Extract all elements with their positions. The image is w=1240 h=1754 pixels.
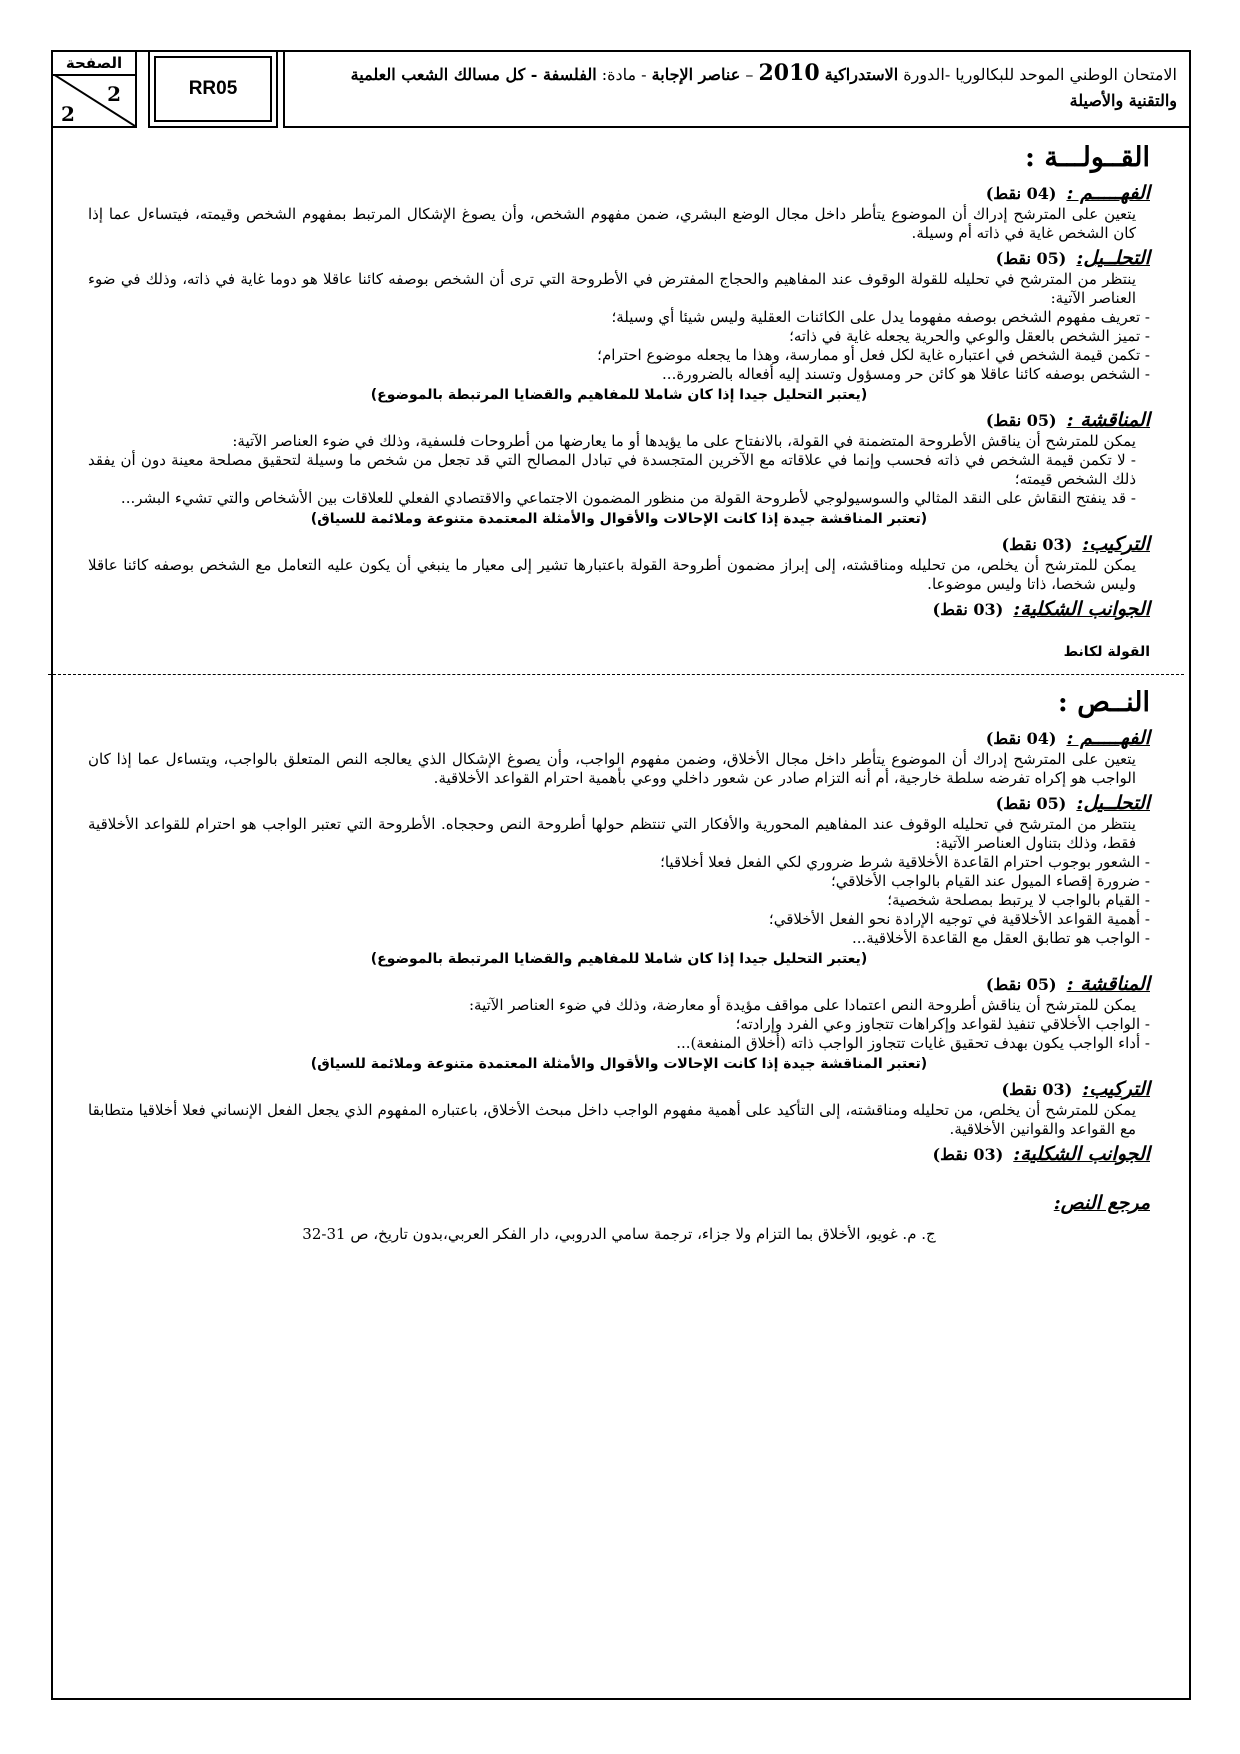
title-year: 2010	[758, 60, 820, 86]
title-elements: عناصر الإجابة	[651, 65, 741, 84]
list-item: - القيام بالواجب لا يرتبط بمصلحة شخصية؛	[887, 891, 1150, 909]
section-divider	[48, 674, 1184, 675]
text-jawanib-name: الجوانب الشكلية:	[1013, 1143, 1150, 1165]
quote-fahm-text: يتعين على المترشح إدراك أن الموضوع يتأطر داخل مجال الوضع البشري، ضمن مفهوم الشخص، وأن يصوغ الإشكال المرتبط بمفهوم الشخص وقيمته، فيتساءل عما إذا كان الشخص غاية في ذاته أم وسيلة.	[88, 205, 1136, 242]
text-fahm-points: (04 نقط)	[985, 729, 1057, 748]
text-fahm-heading	[88, 727, 1150, 750]
title-subject: الفلسفة	[542, 65, 597, 84]
text-fahm-text: يتعين على المترشح إدراك أن الموضوع يتأطر داخل مجال الأخلاق، وضمن مفهوم الواجب، وأن يصوغ الإشكال الذي يعالجه النص المتعلق بالواجب، ويتساءل عما إذا كان الواجب هو إكراه تفرضه سلطة خارجية، أم أنه التزام صادر عن شعور داخلي ووعي بأهمية احترام القواعد الأخلاقية.	[88, 750, 1136, 787]
quote-munaqasha-heading	[88, 409, 1150, 432]
title-part4: - كل مسالك الشعب العلمية والتقنية والأصيلة	[350, 65, 1177, 110]
list-item: - قد ينفتح النقاش على النقد المثالي والسوسيولوجي لأطروحة القولة من منظور المضمون الاجتماعي والاقتصادي الفعلي للعلاقات بين الأشخاص والتي تشيء البشر...	[120, 489, 1136, 507]
quote-munaqasha-name: المناقشة :	[1066, 409, 1150, 431]
list-item: - تكمن قيمة الشخص في اعتباره غاية لكل فعل أو ممارسة، وهذا ما يجعله موضوع احترام؛	[597, 346, 1150, 364]
text-jawanib-points: (03 نقط)	[932, 1145, 1004, 1164]
exam-code: RR05	[148, 50, 278, 128]
quote-munaqasha-text: يمكن للمترشح أن يناقش الأطروحة المتضمنة في القولة، بالانفتاح على ما يؤيدها أو ما يعارضها من أطروحات فلسفية، وذلك في ضوء العناصر الآتية:	[232, 432, 1136, 450]
page-current: 2	[107, 82, 121, 106]
text-jawanib-heading	[88, 1143, 1150, 1166]
text-tarkib-points: (03 نقط)	[1001, 1080, 1073, 1099]
text-tahlil-heading	[88, 792, 1150, 815]
list-item: - أهمية القواعد الأخلاقية في توجيه الإرادة نحو الفعل الأخلاقي؛	[768, 910, 1150, 928]
text-munaqasha-text: يمكن للمترشح أن يناقش أطروحة النص اعتمادا على مواقف مؤيدة أو معارضة، وذلك في ضوء العناصر الآتية:	[469, 996, 1136, 1014]
quote-munaqasha-points: (05 نقط)	[985, 411, 1057, 430]
title-part1: الامتحان الوطني الموحد للبكالوريا -الدورة	[898, 65, 1177, 84]
quote-tahlil-heading	[88, 247, 1150, 270]
list-item: - لا تكمن قيمة الشخص في ذاته فحسب وإنما في علاقاته مع الآخرين المتجسدة في تبادل المصالح التي قد تجعل من شخص ما وسيلة لتحقيق مصلحة معينة دون أن يفقد ذلك الشخص قيمته؛	[88, 451, 1136, 488]
text-tahlil-name: التحلــيل:	[1076, 792, 1150, 814]
text-tahlil-note: (يعتبر التحليل جيدا إذا كان شاملا للمفاهيم والقضايا المرتبطة بالموضوع)	[370, 951, 868, 967]
list-item: - الواجب هو تطابق العقل مع القاعدة الأخلاقية...	[851, 929, 1150, 947]
list-item: - أداء الواجب يكون بهدف تحقيق غايات تتجاوز الواجب ذاته (أخلاق المنفعة)...	[676, 1034, 1150, 1052]
answer-content	[88, 140, 1150, 1244]
quote-fahm-points: (04 نقط)	[985, 184, 1057, 203]
quote-tahlil-points: (05 نقط)	[995, 249, 1067, 268]
text-reference: ج. م. غويو، الأخلاق بما التزام ولا جزاء، ترجمة سامي الدروبي، دار الفكر العربي،بدون تاريخ، ص 31-32	[302, 1225, 936, 1243]
quote-fahm-heading	[88, 182, 1150, 205]
list-item: - تعريف مفهوم الشخص بوصفه مفهوما يدل على الكائنات العقلية وليس شيئا أي وسيلة؛	[611, 308, 1150, 326]
text-tarkib-text: يمكن للمترشح أن يخلص، من تحليله ومناقشته، إلى التأكيد على أهمية مفهوم الواجب داخل مبحث الأخلاق، باعتباره المفهوم الذي يجعل الفعل الإنساني فعلا أخلاقيا متطابقا مع القواعد والقوانين الأخلاقية.	[88, 1101, 1136, 1138]
page-label: الصفحة	[53, 54, 135, 76]
quote-tarkib-heading	[88, 533, 1150, 556]
quote-tarkib-points: (03 نقط)	[1001, 535, 1073, 554]
list-item: - الواجب الأخلاقي تنفيذ لقواعد وإكراهات تتجاوز وعي الفرد وإرادته؛	[735, 1015, 1150, 1033]
page-header	[51, 50, 1191, 128]
quote-jawanib-points: (03 نقط)	[932, 600, 1004, 619]
text-tarkib-name: التركيب:	[1082, 1078, 1150, 1100]
quote-fahm-name: الفهـــــم :	[1066, 182, 1150, 204]
list-item: - الشخص بوصفه كائنا عاقلا هو كائن حر ومسؤول وتسند إليه أفعاله بالضرورة...	[662, 365, 1150, 383]
text-tarkib-heading	[88, 1078, 1150, 1101]
text-munaqasha-heading	[88, 973, 1150, 996]
exam-title	[283, 50, 1191, 128]
quote-attribution: القولة لكانط	[1063, 644, 1150, 660]
quote-jawanib-name: الجوانب الشكلية:	[1013, 598, 1150, 620]
text-reference-label: مرجع النص:	[1053, 1192, 1150, 1214]
quote-munaqasha-note: (تعتبر المناقشة جيدة إذا كانت الإحالات والأقوال والأمثلة المعتمدة متنوعة وملائمة للسياق)	[310, 511, 928, 527]
text-reference-heading	[88, 1192, 1150, 1215]
page-total: 2	[61, 102, 75, 126]
quote-tahlil-name: التحلــيل:	[1076, 247, 1150, 269]
title-part2: –	[740, 65, 759, 84]
quote-jawanib-heading	[88, 598, 1150, 621]
list-item: - تميز الشخص بالعقل والوعي والحرية يجعله غاية في ذاته؛	[789, 327, 1150, 345]
list-item: - ضرورة إقصاء الميول عند القيام بالواجب الأخلاقي؛	[830, 872, 1150, 890]
quote-tarkib-name: التركيب:	[1082, 533, 1150, 555]
quote-title: القــولـــة :	[1025, 142, 1150, 173]
text-munaqasha-name: المناقشة :	[1066, 973, 1150, 995]
quote-tahlil-note: (يعتبر التحليل جيدا إذا كان شاملا للمفاهيم والقضايا المرتبطة بالموضوع)	[370, 387, 868, 403]
text-munaqasha-note: (تعتبر المناقشة جيدة إذا كانت الإحالات والأقوال والأمثلة المعتمدة متنوعة وملائمة للسياق)	[310, 1056, 928, 1072]
page-number-box	[51, 50, 137, 128]
list-item: - الشعور بوجوب احترام القاعدة الأخلاقية شرط ضروري لكي الفعل فعلا أخلاقيا؛	[660, 853, 1150, 871]
quote-tahlil-text: ينتظر من المترشح في تحليله للقولة الوقوف عند المفاهيم والحجاج المفترض في الأطروحة التي ترى أن الشخص بوصفه كائنا عاقلا هو دوما غاية في ذاته، وذلك في ضوء العناصر الآتية:	[88, 270, 1136, 307]
text-tahlil-points: (05 نقط)	[995, 794, 1067, 813]
title-session: الاستدراكية	[824, 65, 899, 84]
text-tahlil-text: ينتظر من المترشح في تحليله الوقوف عند المفاهيم المحورية والأفكار التي تنتظم حولها أطروحة النص وحججاه. الأطروحة التي تعتبر الواجب هو احترام للقواعد الأخلاقية فقط، وذلك بتناول العناصر الآتية:	[88, 815, 1136, 852]
text-fahm-name: الفهـــــم :	[1066, 727, 1150, 749]
text-title: النــص :	[1057, 687, 1150, 718]
text-munaqasha-points: (05 نقط)	[985, 975, 1057, 994]
quote-tarkib-text: يمكن للمترشح أن يخلص، من تحليله ومناقشته، إلى إبراز مضمون أطروحة القولة باعتبارها تشير إلى معيار ما ينبغي أن يكون عليه التعامل مع الشخص بوصفه كائنا عاقلا وليس شخصا، ذاتا وليس موضوعا.	[88, 556, 1136, 593]
title-part3: - مادة:	[596, 65, 652, 84]
